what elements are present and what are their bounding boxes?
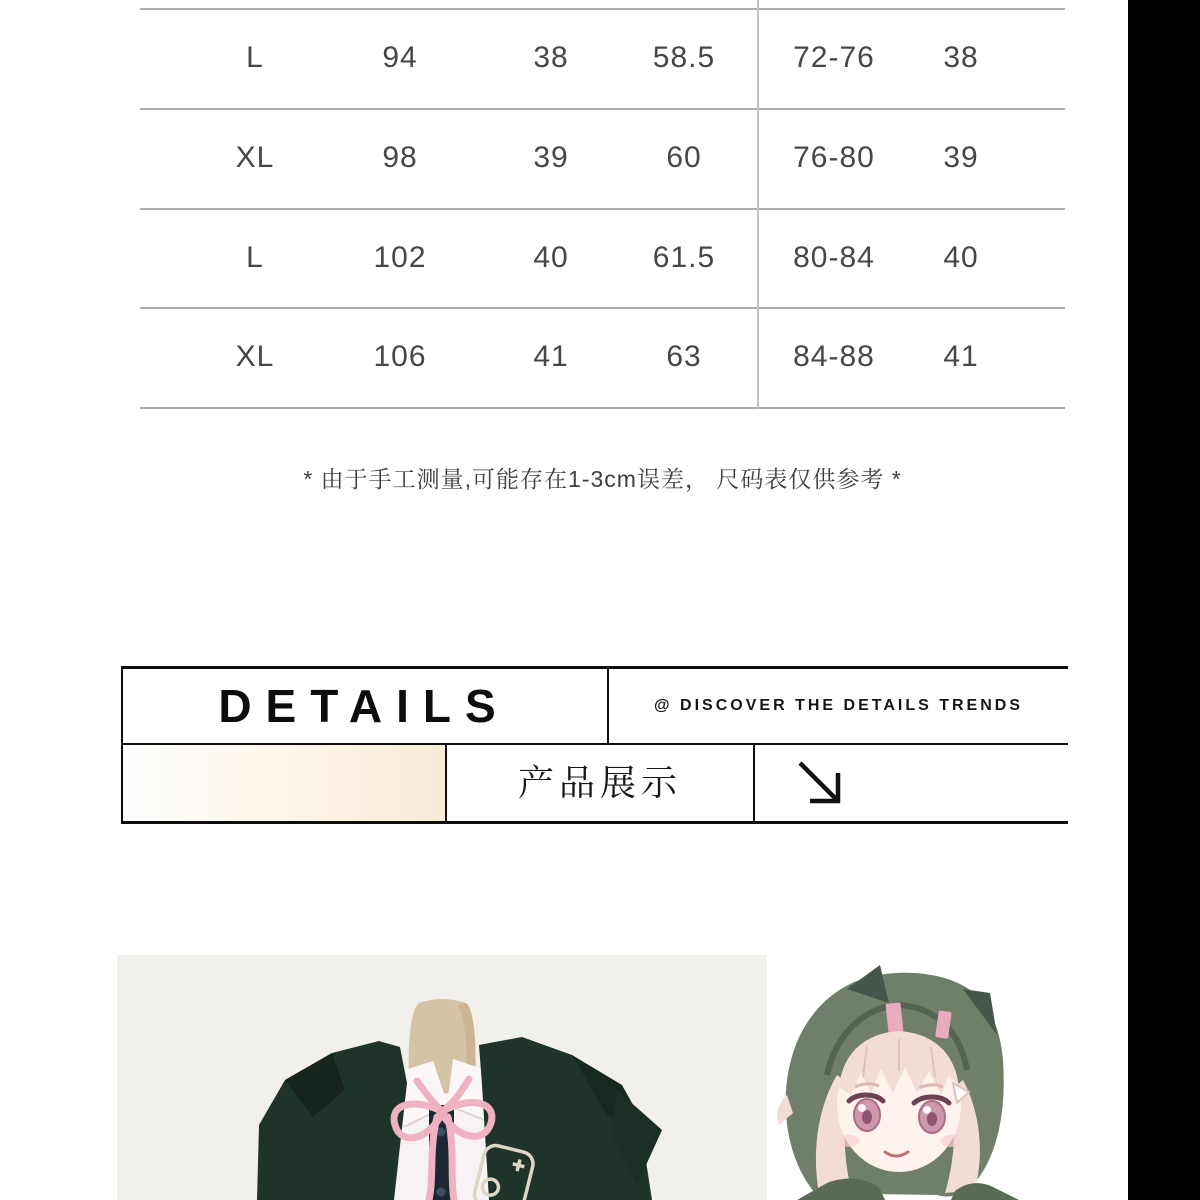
size-cell: XL	[235, 340, 275, 373]
details-tagline: @ DISCOVER THE DETAILS TRENDS	[654, 697, 1023, 714]
table-cell: 39	[533, 141, 569, 174]
table-line	[140, 407, 1065, 409]
table-cell: 38	[533, 41, 569, 74]
table-cell: 84-88	[793, 340, 875, 373]
table-cell: 60	[666, 141, 702, 174]
table-cell: 98	[382, 141, 418, 174]
banner-line-bottom	[121, 821, 1068, 824]
costume-illustration	[117, 955, 767, 1200]
table-cell: 61.5	[652, 241, 716, 274]
size-cell: XL	[235, 141, 275, 174]
character-illustration	[767, 955, 1128, 1200]
table-row	[140, 8, 1065, 108]
size-cell: L	[246, 41, 264, 74]
table-cell: 38	[943, 41, 979, 74]
table-row	[140, 208, 1065, 308]
table-cell: 41	[943, 340, 979, 373]
product-art-character	[767, 955, 1128, 1200]
size-cell: L	[246, 241, 264, 274]
table-cell: 72-76	[793, 41, 875, 74]
table-cell: 41	[533, 340, 569, 373]
size-table	[140, 0, 1065, 410]
table-cell: 106	[373, 340, 427, 373]
right-black-bar	[1128, 0, 1200, 1200]
details-title: DETAILS	[218, 680, 510, 732]
table-cell: 63	[666, 340, 702, 373]
table-cell: 58.5	[652, 41, 716, 74]
product-photo-costume	[117, 955, 767, 1200]
table-cell: 102	[373, 241, 427, 274]
table-cell: 40	[533, 241, 569, 274]
table-row	[140, 108, 1065, 208]
arrow-down-right-icon	[793, 756, 849, 812]
product-section-title: 产品展示	[517, 762, 682, 803]
table-cell: 76-80	[793, 141, 875, 174]
table-cell: 39	[943, 141, 979, 174]
table-row	[140, 307, 1065, 407]
measurement-note: * 由于手工测量,可能存在1-3cm误差， 尺码表仅供参考 *	[303, 466, 902, 492]
table-cell: 94	[382, 41, 418, 74]
cream-gradient-block	[123, 745, 445, 821]
table-cell: 40	[943, 241, 979, 274]
banner-divider	[753, 745, 755, 821]
table-cell: 80-84	[793, 241, 875, 274]
